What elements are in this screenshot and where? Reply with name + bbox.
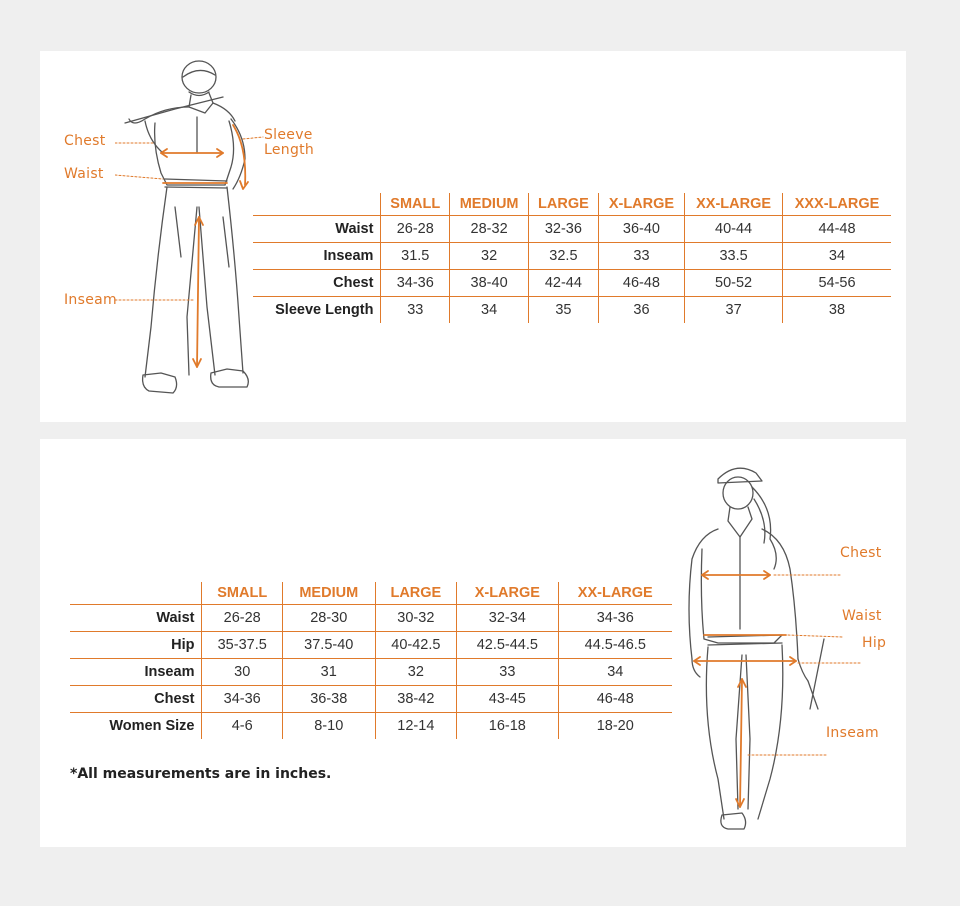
- inseam-callout: Inseam: [64, 292, 117, 308]
- row-label: Hip: [70, 632, 202, 659]
- women-waist-callout: Waist: [842, 608, 882, 624]
- size-cell: 34: [782, 243, 891, 270]
- size-cell: 32-34: [457, 605, 558, 632]
- size-cell: 34-36: [202, 686, 282, 713]
- size-cell: 33.5: [685, 243, 783, 270]
- table-row: [253, 243, 891, 270]
- sleeve-callout-line2: Length: [264, 142, 315, 158]
- size-cell: 34-36: [558, 605, 672, 632]
- sleeve-length-callout: [264, 128, 314, 158]
- women-size-table: [70, 582, 672, 739]
- size-cell: 34: [558, 659, 672, 686]
- women-header-cell: MEDIUM: [282, 582, 375, 605]
- men-header-cell: SMALL: [381, 193, 450, 216]
- men-header-cell: LARGE: [529, 193, 599, 216]
- sleeve-callout-line1: Sleeve: [264, 127, 313, 143]
- table-row: [70, 686, 672, 713]
- men-header-cell: X-LARGE: [598, 193, 685, 216]
- size-cell: 26-28: [202, 605, 282, 632]
- table-row: [253, 270, 891, 297]
- row-label: Waist: [70, 605, 202, 632]
- size-cell: 38: [782, 297, 891, 324]
- size-cell: 33: [598, 243, 685, 270]
- row-label: Sleeve Length: [275, 302, 374, 318]
- waist-callout: Waist: [64, 166, 104, 182]
- size-cell: 30-32: [375, 605, 457, 632]
- size-cell: 32.5: [529, 243, 599, 270]
- size-cell: 36: [598, 297, 685, 324]
- women-golfer-illustration: [678, 459, 868, 834]
- women-chest-callout: Chest: [840, 545, 882, 561]
- size-cell: 40-42.5: [375, 632, 457, 659]
- row-label: Inseam: [70, 659, 202, 686]
- measurement-footnote: *All measurements are in inches.: [70, 766, 332, 782]
- size-cell: 36-38: [282, 686, 375, 713]
- size-cell: 37: [685, 297, 783, 324]
- size-cell: 32: [450, 243, 529, 270]
- table-row: [70, 713, 672, 740]
- table-row: [70, 659, 672, 686]
- size-cell: 44.5-46.5: [558, 632, 672, 659]
- size-cell: 42-44: [529, 270, 599, 297]
- size-cell: 43-45: [457, 686, 558, 713]
- row-label: Women Size: [109, 718, 195, 734]
- women-header-cell: LARGE: [375, 582, 457, 605]
- table-row: [70, 605, 672, 632]
- women-header-cell: SMALL: [202, 582, 282, 605]
- size-cell: 54-56: [782, 270, 891, 297]
- men-golfer-illustration: [115, 57, 275, 407]
- size-cell: 40-44: [685, 216, 783, 243]
- men-header-cell: XX-LARGE: [685, 193, 783, 216]
- size-cell: 42.5-44.5: [457, 632, 558, 659]
- size-cell: 4-6: [202, 713, 282, 740]
- row-label: Chest: [253, 270, 381, 297]
- size-cell: 31.5: [381, 243, 450, 270]
- women-hip-callout: Hip: [862, 635, 887, 651]
- size-cell: 34: [450, 297, 529, 324]
- table-row: [253, 216, 891, 243]
- table-row: [70, 632, 672, 659]
- men-header-cell: XXX-LARGE: [782, 193, 891, 216]
- size-cell: 38-40: [450, 270, 529, 297]
- size-cell: 8-10: [282, 713, 375, 740]
- women-inseam-callout: Inseam: [826, 725, 879, 741]
- size-cell: 34-36: [381, 270, 450, 297]
- size-cell: 46-48: [558, 686, 672, 713]
- women-header-row: [70, 582, 672, 605]
- size-cell: 28-30: [282, 605, 375, 632]
- men-header-row: [253, 193, 891, 216]
- size-cell: 26-28: [381, 216, 450, 243]
- size-cell: 18-20: [558, 713, 672, 740]
- size-cell: 46-48: [598, 270, 685, 297]
- size-cell: 28-32: [450, 216, 529, 243]
- chest-callout: Chest: [64, 133, 106, 149]
- men-header-cell: MEDIUM: [450, 193, 529, 216]
- women-size-chart-panel: [40, 439, 906, 847]
- size-cell: 30: [202, 659, 282, 686]
- size-cell: 38-42: [375, 686, 457, 713]
- size-cell: 44-48: [782, 216, 891, 243]
- size-cell: 50-52: [685, 270, 783, 297]
- size-cell: 16-18: [457, 713, 558, 740]
- size-cell: 33: [381, 297, 450, 324]
- row-label: Chest: [70, 686, 202, 713]
- row-label: Inseam: [253, 243, 381, 270]
- size-cell: 35-37.5: [202, 632, 282, 659]
- size-cell: 33: [457, 659, 558, 686]
- men-size-chart-panel: [40, 51, 906, 422]
- size-cell: 12-14: [375, 713, 457, 740]
- men-size-table: [253, 193, 891, 323]
- size-cell: 32-36: [529, 216, 599, 243]
- men-corner-cell: [253, 193, 381, 216]
- women-header-cell: XX-LARGE: [558, 582, 672, 605]
- size-cell: 31: [282, 659, 375, 686]
- table-row: [253, 297, 891, 324]
- row-label: Waist: [253, 216, 381, 243]
- size-cell: 37.5-40: [282, 632, 375, 659]
- size-cell: 35: [529, 297, 599, 324]
- size-cell: 32: [375, 659, 457, 686]
- women-header-cell: X-LARGE: [457, 582, 558, 605]
- women-corner-cell: [70, 582, 202, 605]
- size-cell: 36-40: [598, 216, 685, 243]
